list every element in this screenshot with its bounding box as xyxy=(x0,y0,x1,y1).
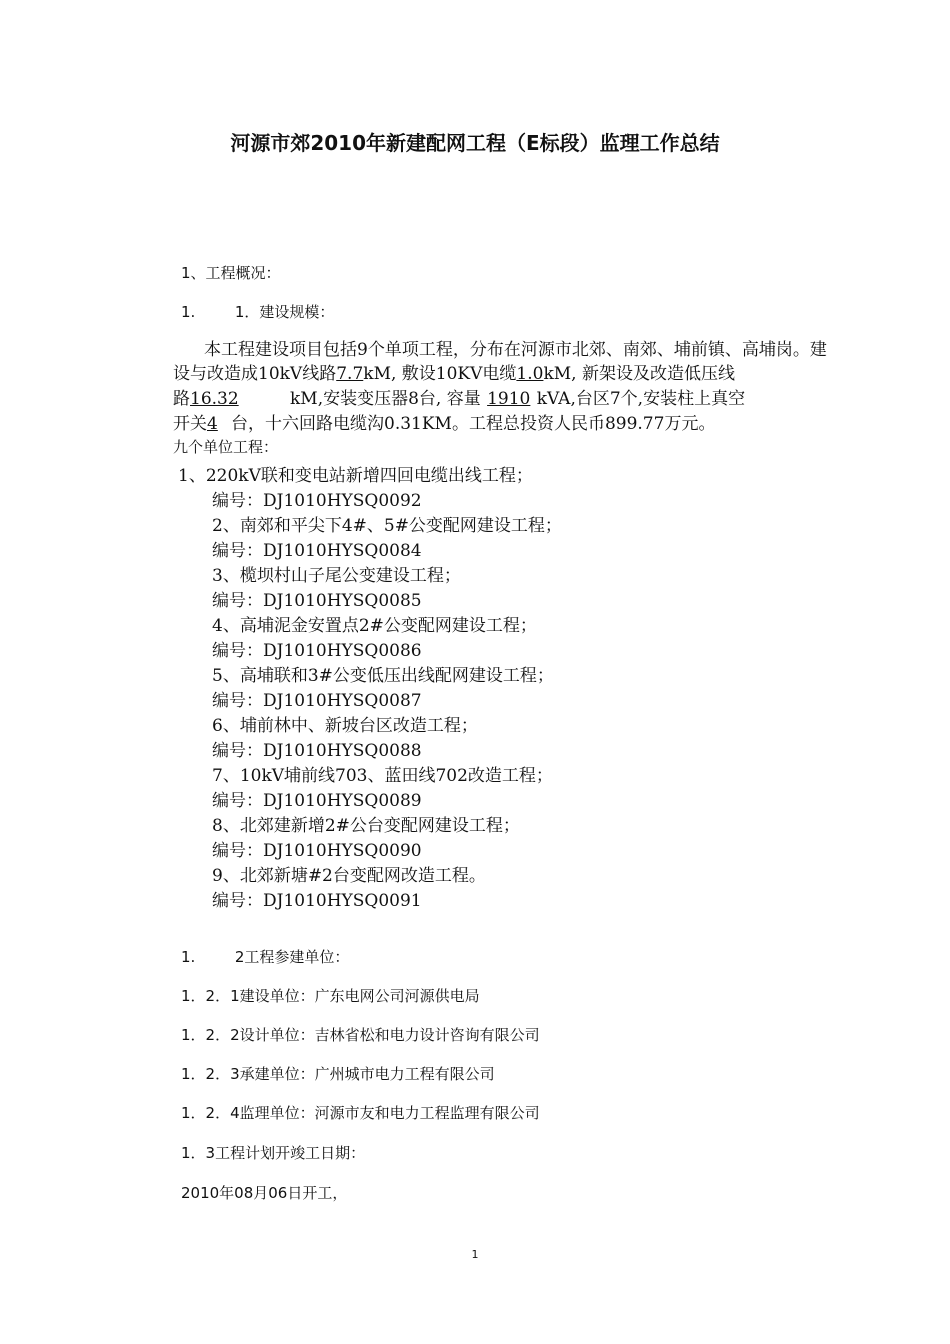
section-1-1-label: 1．建设规模： xyxy=(234,303,335,321)
scope-text: 设与改造成10kV线路 xyxy=(173,364,337,384)
project-code: 编号：DJ1010HYSQ0086 xyxy=(212,641,422,661)
scope-text: 开关 xyxy=(173,414,207,434)
project-name: 2、南郊和平尖下4#、5#公变配网建设工程； xyxy=(212,516,562,536)
section-1-2-heading xyxy=(181,946,349,967)
scope-text: kM, 新架设及改造低压线 xyxy=(543,364,735,384)
project-code: 编号：DJ1010HYSQ0090 xyxy=(212,841,422,861)
project-name: 3、榄坝村山子尾公变建设工程； xyxy=(212,566,461,586)
party-supervisor: 1．2．4监理单位：河源市友和电力工程监理有限公司 xyxy=(181,1104,540,1122)
party-design: 1．2．2设计单位：吉林省松和电力设计咨询有限公司 xyxy=(181,1026,540,1044)
capacity-value: 1910 xyxy=(487,389,531,409)
switch-count-value: 4 xyxy=(207,414,218,434)
scope-text: kM, 敷设10KV电缆 xyxy=(363,364,517,384)
project-name: 9、北郊新塘#2台变配网改造工程。 xyxy=(212,866,486,886)
project-code: 编号：DJ1010HYSQ0085 xyxy=(212,591,422,611)
start-date: 2010年08月06日开工， xyxy=(181,1184,348,1202)
project-name: 4、高埔泥金安置点2#公变配网建设工程； xyxy=(212,616,537,636)
project-code: 编号：DJ1010HYSQ0084 xyxy=(212,541,422,561)
project-name: 1、220kV联和变电站新增四回电缆出线工程； xyxy=(178,466,533,486)
section-1-heading: 1、工程概况： xyxy=(181,264,281,282)
scope-line-4 xyxy=(173,409,715,434)
scope-text: 路 xyxy=(173,389,190,409)
section-1-2-number: 1. xyxy=(181,948,196,966)
scope-line-1: 本工程建设项目包括9个单项工程，分布在河源市北郊、南郊、埔前镇、高埔岗。建 xyxy=(204,340,827,360)
scope-text: kM,安装变压器8台, 容量 xyxy=(290,389,481,409)
section-1-1-number: 1. xyxy=(181,303,196,321)
scope-line-3 xyxy=(173,384,745,409)
cable-length-value: 1.0 xyxy=(516,364,544,384)
scope-line-2 xyxy=(173,359,735,384)
project-code: 编号：DJ1010HYSQ0092 xyxy=(212,491,422,511)
project-name: 5、高埔联和3#公变低压出线配网建设工程； xyxy=(212,666,554,686)
project-name: 8、北郊建新增2#公台变配网建设工程； xyxy=(212,816,520,836)
scope-text: kVA,台区7个,安装柱上真空 xyxy=(536,389,746,409)
section-1-2-label: 2工程参建单位： xyxy=(234,948,350,966)
project-code: 编号：DJ1010HYSQ0091 xyxy=(212,891,422,911)
page-number: 1 xyxy=(471,1248,479,1261)
project-name: 6、埔前林中、新坡台区改造工程； xyxy=(212,716,478,736)
project-code: 编号：DJ1010HYSQ0087 xyxy=(212,691,422,711)
party-construction: 1．2．1建设单位：广东电网公司河源供电局 xyxy=(181,987,480,1005)
project-code: 编号：DJ1010HYSQ0089 xyxy=(212,791,422,811)
document-title: 河源市郊2010年新建配网工程（E标段）监理工作总结 xyxy=(230,131,720,155)
section-1-1-heading xyxy=(181,301,334,322)
project-code: 编号：DJ1010HYSQ0088 xyxy=(212,741,422,761)
units-heading: 九个单位工程： xyxy=(173,438,279,456)
section-1-3-heading: 1．3工程计划开竣工日期： xyxy=(181,1144,366,1162)
line-length-value: 7.7 xyxy=(336,364,364,384)
party-contractor: 1．2．3承建单位：广州城市电力工程有限公司 xyxy=(181,1065,495,1083)
scope-text: 台，十六回路电缆沟0.31KM。工程总投资人民币899.77万元。 xyxy=(231,414,716,434)
project-name: 7、10kV埔前线703、蓝田线702改造工程； xyxy=(212,766,553,786)
low-voltage-length-value: 16.32 xyxy=(190,389,239,409)
